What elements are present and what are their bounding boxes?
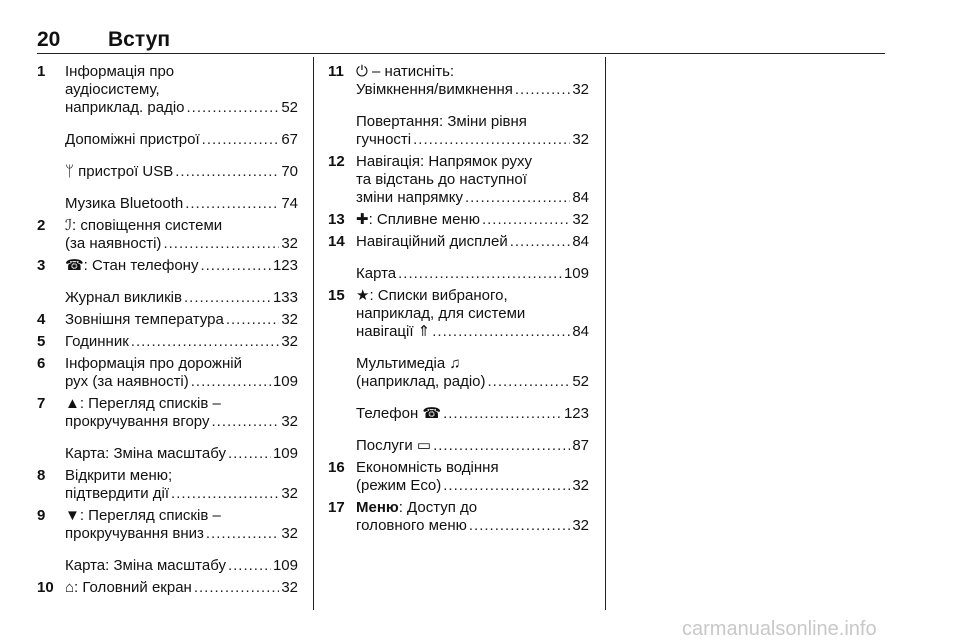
watermark: carmanualsonline.info — [682, 618, 877, 640]
entry-item — [37, 395, 298, 431]
entry-text: навігації ⇑ — [356, 323, 431, 340]
entry-item — [328, 113, 589, 149]
entry-page-line — [65, 99, 298, 117]
entry-text: ⌂: Головний екран — [65, 579, 192, 596]
page-reference: 32 — [572, 81, 589, 98]
entry-item — [37, 217, 298, 253]
entry-text-line: Інформація про дорожній — [65, 355, 242, 372]
page-reference: 84 — [572, 233, 589, 250]
index-entry — [37, 355, 298, 391]
entry-page-line — [65, 373, 298, 391]
page-reference: 32 — [281, 311, 298, 328]
entry-item — [328, 63, 589, 99]
entry-text: ᛘ пристрої USB — [65, 163, 174, 180]
entry-page-line — [356, 477, 589, 495]
entry-text-line: Меню: Доступ до — [356, 499, 478, 516]
page-reference: 32 — [572, 477, 589, 494]
index-entry — [328, 287, 589, 455]
entry-item — [328, 405, 589, 423]
leader-dots — [163, 235, 279, 253]
leader-dots — [488, 373, 571, 391]
index-entry — [37, 395, 298, 463]
entry-text: Допоміжні пристрої — [65, 131, 200, 148]
leader-dots — [510, 233, 571, 251]
entry-item — [37, 195, 298, 213]
leader-dots — [175, 163, 279, 181]
page-reference: 32 — [281, 413, 298, 430]
entry-page-line — [356, 323, 589, 341]
entry-text-line: ▲: Перегляд списків – — [65, 395, 221, 412]
entry-text-line: Відкрити меню; — [65, 467, 173, 484]
entry-number: 9 — [37, 507, 46, 524]
entry-number: 5 — [37, 333, 46, 350]
entry-text: Музика Bluetooth — [65, 195, 184, 212]
entry-text-line: Інформація про — [65, 63, 175, 80]
entry-item — [328, 437, 589, 455]
index-entry — [37, 257, 298, 307]
leader-dots — [413, 131, 570, 149]
entry-number: 10 — [37, 579, 54, 596]
index-entry — [37, 333, 298, 351]
entry-page-line — [65, 195, 298, 213]
entry-text-line: аудіосистему, — [65, 81, 160, 98]
entry-page-line — [65, 445, 298, 463]
leader-dots — [206, 525, 279, 543]
page-reference: 70 — [281, 163, 298, 180]
entry-page-line — [65, 557, 298, 575]
menu-label: Меню — [356, 499, 399, 516]
entry-text: (за наявності) — [65, 235, 162, 252]
leader-dots — [226, 311, 279, 329]
entry-page-line — [65, 235, 298, 253]
index-entry — [328, 153, 589, 207]
entry-text: Карта: Зміна масштабу — [65, 445, 226, 462]
leader-dots — [184, 289, 271, 307]
page-reference: 32 — [281, 579, 298, 596]
index-entry — [37, 579, 298, 597]
leader-dots — [228, 557, 271, 575]
entry-number: 7 — [37, 395, 46, 412]
entry-item — [37, 579, 298, 597]
entry-item — [37, 63, 298, 117]
page-reference: 32 — [572, 131, 589, 148]
spacer — [328, 391, 589, 405]
entry-text-line: ⏻ – натисніть: — [356, 63, 455, 80]
entry-text-line: ▼: Перегляд списків – — [65, 507, 221, 524]
leader-dots — [465, 189, 570, 207]
entry-text: рух (за наявності) — [65, 373, 189, 390]
entry-page-line — [65, 163, 298, 181]
entry-item — [328, 355, 589, 391]
entry-item — [37, 289, 298, 307]
entry-page-line — [65, 257, 298, 275]
spacer — [328, 341, 589, 355]
page-reference: 32 — [281, 485, 298, 502]
entry-text: підтвердити дії — [65, 485, 170, 502]
entry-number: 15 — [328, 287, 345, 304]
page-reference: 109 — [272, 445, 298, 462]
spacer — [37, 149, 298, 163]
leader-dots — [432, 323, 570, 341]
entry-item — [328, 153, 589, 207]
page-reference: 32 — [572, 211, 589, 228]
entry-item — [37, 507, 298, 543]
entry-text: Телефон ☎ — [356, 405, 442, 422]
column-divider-left — [313, 57, 314, 610]
leader-dots — [185, 195, 279, 213]
entry-item — [37, 355, 298, 391]
entry-number: 14 — [328, 233, 345, 250]
index-entry — [37, 507, 298, 575]
entry-page-line — [65, 311, 298, 329]
entry-page-line — [356, 131, 589, 149]
page-reference: 67 — [281, 131, 298, 148]
entry-page-line — [356, 405, 589, 423]
page-reference: 109 — [563, 265, 589, 282]
entry-item — [328, 265, 589, 283]
leader-dots — [469, 517, 570, 535]
leader-dots — [187, 99, 280, 117]
index-entry — [328, 499, 589, 535]
index-entry — [328, 233, 589, 283]
index-entry — [37, 467, 298, 503]
entry-text: Послуги ▭ — [356, 437, 432, 454]
page-reference: 123 — [563, 405, 589, 422]
entry-text-line: ℐ: сповіщення системи — [65, 217, 223, 234]
entry-text: Увімкнення/вимкнення — [356, 81, 513, 98]
spacer — [37, 117, 298, 131]
entry-number: 17 — [328, 499, 345, 516]
entry-item — [37, 311, 298, 329]
entry-number: 11 — [328, 63, 344, 80]
leader-dots — [191, 373, 271, 391]
index-entry — [328, 211, 589, 229]
page-reference: 109 — [272, 557, 298, 574]
page-reference: 87 — [572, 437, 589, 454]
entry-text: Журнал викликів — [65, 289, 182, 306]
entry-text: Зовнішня температура — [65, 311, 224, 328]
entry-page-line — [356, 81, 589, 99]
entry-page-line — [65, 525, 298, 543]
leader-dots — [171, 485, 279, 503]
entry-page-line — [65, 289, 298, 307]
leader-dots — [228, 445, 271, 463]
entry-item — [37, 467, 298, 503]
page-reference: 32 — [281, 333, 298, 350]
entry-item — [328, 233, 589, 251]
entry-page-line — [65, 413, 298, 431]
entry-text-line: ★: Списки вибраного, — [356, 287, 508, 304]
entry-item — [37, 333, 298, 351]
column-divider-right — [605, 57, 606, 610]
entry-number: 12 — [328, 153, 345, 170]
entry-text: Карта: Зміна масштабу — [65, 557, 226, 574]
entry-page-line — [356, 265, 589, 283]
entry-text: гучності — [356, 131, 412, 148]
entry-text-line: та відстань до наступної — [356, 171, 527, 188]
entry-page-line — [356, 373, 589, 391]
index-entry — [37, 63, 298, 213]
entry-number: 8 — [37, 467, 46, 484]
spacer — [328, 251, 589, 265]
entry-number: 6 — [37, 355, 46, 372]
index-entry — [328, 459, 589, 495]
leader-dots — [202, 131, 280, 149]
entry-text: Карта — [356, 265, 397, 282]
index-entry — [37, 311, 298, 329]
leader-dots — [131, 333, 280, 351]
entry-text-line: Повертання: Зміни рівня — [356, 113, 527, 130]
entry-text: Навігаційний дисплей — [356, 233, 508, 250]
leader-dots — [515, 81, 570, 99]
entry-number: 16 — [328, 459, 345, 476]
spacer — [37, 275, 298, 289]
entry-item — [328, 211, 589, 229]
entry-page-line — [65, 579, 298, 597]
entry-page-line — [356, 211, 589, 229]
entry-page-line — [356, 517, 589, 535]
page-reference: 84 — [572, 189, 589, 206]
entry-text-line: Мультимедіа ♫ — [356, 355, 461, 372]
header-rule — [37, 53, 885, 54]
entry-item — [37, 445, 298, 463]
index-entry — [37, 217, 298, 253]
entry-item — [37, 163, 298, 181]
leader-dots — [443, 405, 562, 423]
entry-text: прокручування вниз — [65, 525, 204, 542]
entry-page-line — [356, 233, 589, 251]
spacer — [328, 423, 589, 437]
entry-item — [328, 287, 589, 341]
page-reference: 32 — [281, 235, 298, 252]
leader-dots — [482, 211, 570, 229]
leader-dots — [200, 257, 271, 275]
page-title: Вступ — [108, 28, 171, 51]
entry-number: 2 — [37, 217, 46, 234]
entry-text: наприклад. радіо — [65, 99, 185, 116]
entry-number: 3 — [37, 257, 46, 274]
entry-text-line: наприклад, для системи — [356, 305, 526, 322]
entry-text: Годинник — [65, 333, 129, 350]
leader-dots — [212, 413, 280, 431]
entry-page-line — [356, 189, 589, 207]
left-column — [37, 63, 298, 597]
right-column — [328, 63, 589, 535]
page-reference: 52 — [572, 373, 589, 390]
entry-text: (наприклад, радіо) — [356, 373, 486, 390]
entry-page-line — [65, 485, 298, 503]
leader-dots — [433, 437, 570, 455]
spacer — [328, 99, 589, 113]
entry-page-line — [65, 131, 298, 149]
page-reference: 32 — [281, 525, 298, 542]
entry-item — [37, 257, 298, 275]
entry-page-line — [356, 437, 589, 455]
entry-text: головного меню — [356, 517, 467, 534]
entry-text: ☎: Стан телефону — [65, 257, 199, 274]
entry-text: (режим Eco) — [356, 477, 442, 494]
page-reference: 109 — [272, 373, 298, 390]
entry-text: прокручування вгору — [65, 413, 210, 430]
page-reference: 133 — [272, 289, 298, 306]
page-reference: 123 — [272, 257, 298, 274]
index-entry — [328, 63, 589, 149]
page-reference: 74 — [281, 195, 298, 212]
entry-number: 4 — [37, 311, 46, 328]
page-reference: 32 — [572, 517, 589, 534]
entry-item — [37, 557, 298, 575]
page-number: 20 — [37, 28, 61, 51]
page-reference: 84 — [572, 323, 589, 340]
entry-item — [37, 131, 298, 149]
entry-number: 13 — [328, 211, 345, 228]
entry-item — [328, 459, 589, 495]
leader-dots — [443, 477, 570, 495]
entry-item — [328, 499, 589, 535]
page-reference: 52 — [281, 99, 298, 116]
spacer — [37, 431, 298, 445]
spacer — [37, 543, 298, 557]
entry-number: 1 — [37, 63, 46, 80]
leader-dots — [194, 579, 279, 597]
entry-text: ✚: Спливне меню — [356, 211, 480, 228]
spacer — [37, 181, 298, 195]
entry-text: зміни напрямку — [356, 189, 463, 206]
entry-text-line: Економність водіння — [356, 459, 499, 476]
entry-page-line — [65, 333, 298, 351]
leader-dots — [398, 265, 562, 283]
entry-text-line: Навігація: Напрямок руху — [356, 153, 532, 170]
